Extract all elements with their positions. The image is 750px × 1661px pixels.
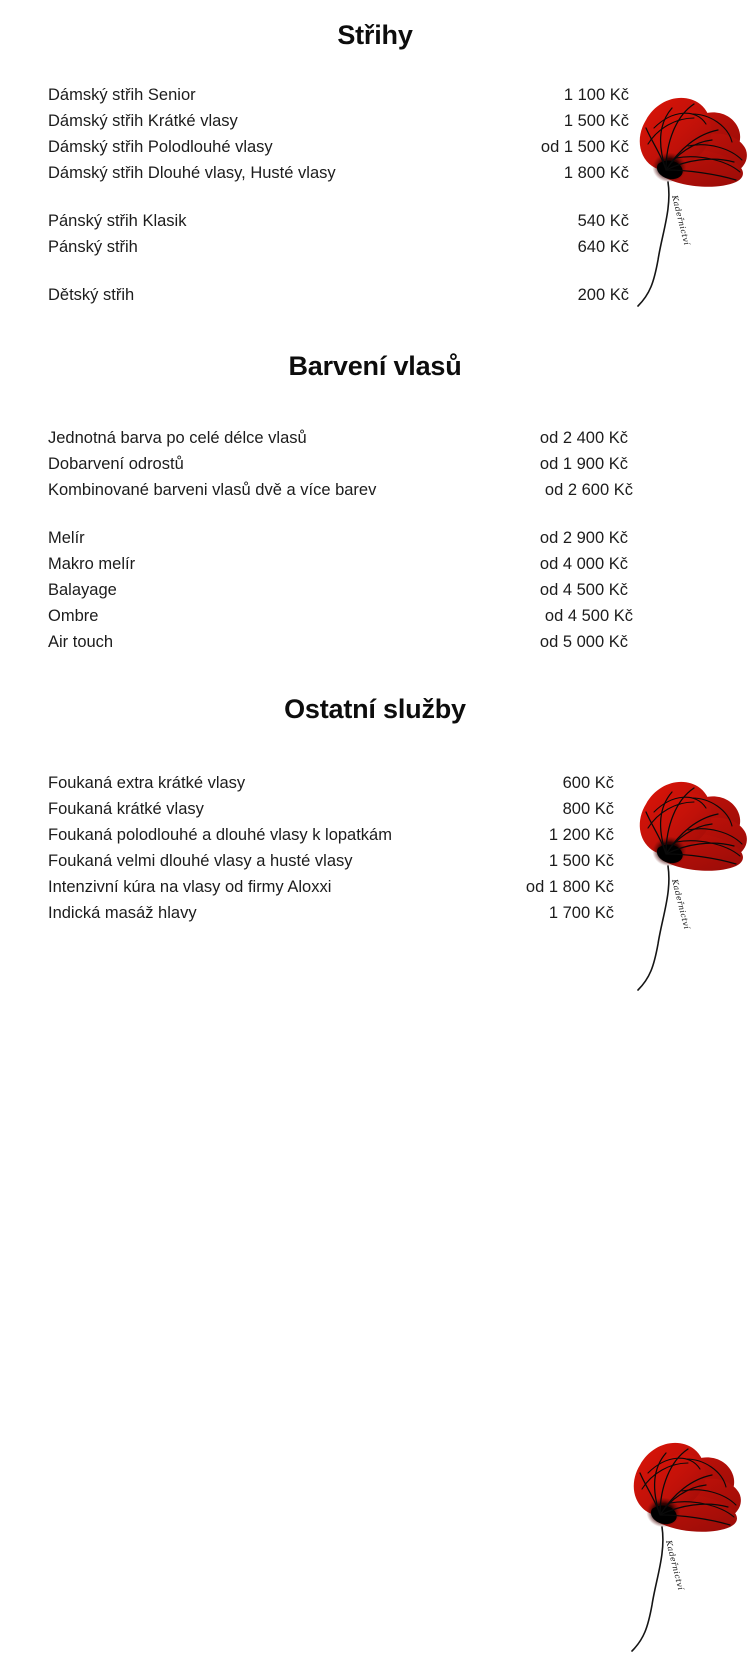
service-price: od 1 800 Kč (525, 878, 614, 896)
price-row (0, 160, 750, 186)
price-section (0, 0, 750, 340)
service-price: 640 Kč (577, 238, 629, 256)
price-row (0, 577, 750, 603)
svg-text:Kadeřnictví: Kadeřnictví (670, 878, 692, 931)
service-name: Kombinované barveni vlasů dvě a více barev (48, 481, 377, 499)
svg-text:Kadeřnictví: Kadeřnictví (664, 1539, 686, 1592)
price-row (0, 525, 750, 551)
section-item-list (0, 770, 750, 926)
price-row (0, 234, 750, 260)
service-name: Foukaná krátké vlasy (48, 800, 204, 818)
service-price: 200 Kč (577, 286, 629, 304)
price-row (0, 874, 750, 900)
service-price: 600 Kč (562, 774, 614, 792)
service-price: od 1 900 Kč (539, 455, 628, 473)
service-price: 1 500 Kč (548, 852, 614, 870)
price-row (0, 822, 750, 848)
price-row (0, 629, 750, 655)
price-row (0, 208, 750, 234)
service-price: 800 Kč (562, 800, 614, 818)
service-price: od 2 900 Kč (539, 529, 628, 547)
service-price: od 2 400 Kč (539, 429, 628, 447)
price-row (0, 108, 750, 134)
price-row (0, 134, 750, 160)
service-price: od 2 600 Kč (544, 481, 633, 499)
service-price: od 1 500 Kč (540, 138, 629, 156)
price-section (0, 685, 750, 1592)
section-heading: Barvení vlasů (288, 351, 462, 381)
svg-text:Kadeřnictví: Kadeřnictví (670, 194, 692, 247)
service-name: Dámský střih Krátké vlasy (48, 112, 238, 130)
service-name: Dámský střih Senior (48, 86, 196, 104)
service-price: od 4 000 Kč (539, 555, 628, 573)
price-row (0, 770, 750, 796)
service-name: Melír (48, 529, 85, 547)
service-name: Makro melír (48, 555, 136, 573)
price-row (0, 477, 750, 503)
service-name: Dobarvení odrostů (48, 455, 184, 473)
service-name: Indická masáž hlavy (48, 904, 197, 922)
price-row (0, 282, 750, 308)
service-name: Air touch (48, 633, 114, 651)
price-row (0, 900, 750, 926)
price-row (0, 451, 750, 477)
service-price: od 5 000 Kč (539, 633, 628, 651)
price-row (0, 603, 750, 629)
service-name: Dětský střih (48, 286, 135, 304)
service-name: Ombre (48, 607, 99, 625)
service-name: Foukaná polodlouhé a dlouhé vlasy k lopatkám (48, 826, 392, 844)
service-name: Foukaná velmi dlouhé vlasy a husté vlasy (48, 852, 353, 870)
service-name: Jednotná barva po celé délce vlasů (48, 429, 307, 447)
service-price: 1 100 Kč (563, 86, 629, 104)
section-item-list (0, 82, 750, 308)
section-heading: Střihy (337, 20, 413, 50)
service-name: Intenzivní kúra na vlasy od firmy Aloxxi (48, 878, 332, 896)
service-name: Balayage (48, 581, 117, 599)
service-name: Dámský střih Polodlouhé vlasy (48, 138, 273, 156)
service-name: Pánský střih (48, 238, 138, 256)
service-price: 1 500 Kč (563, 112, 629, 130)
service-price: od 4 500 Kč (539, 581, 628, 599)
price-row (0, 796, 750, 822)
service-name: Dámský střih Dlouhé vlasy, Husté vlasy (48, 164, 336, 182)
service-price: od 4 500 Kč (544, 607, 633, 625)
service-name: Pánský střih Klasik (48, 212, 187, 230)
price-row (0, 551, 750, 577)
service-price: 540 Kč (577, 212, 629, 230)
section-heading: Ostatní služby (284, 694, 466, 724)
service-price: 1 700 Kč (548, 904, 614, 922)
service-price: 1 200 Kč (548, 826, 614, 844)
service-name: Foukaná extra krátké vlasy (48, 774, 246, 792)
price-row (0, 425, 750, 451)
poppy-flower-icon (626, 1429, 744, 1661)
price-row (0, 82, 750, 108)
section-item-list (0, 425, 750, 655)
price-row (0, 848, 750, 874)
service-price: 1 800 Kč (563, 164, 629, 182)
